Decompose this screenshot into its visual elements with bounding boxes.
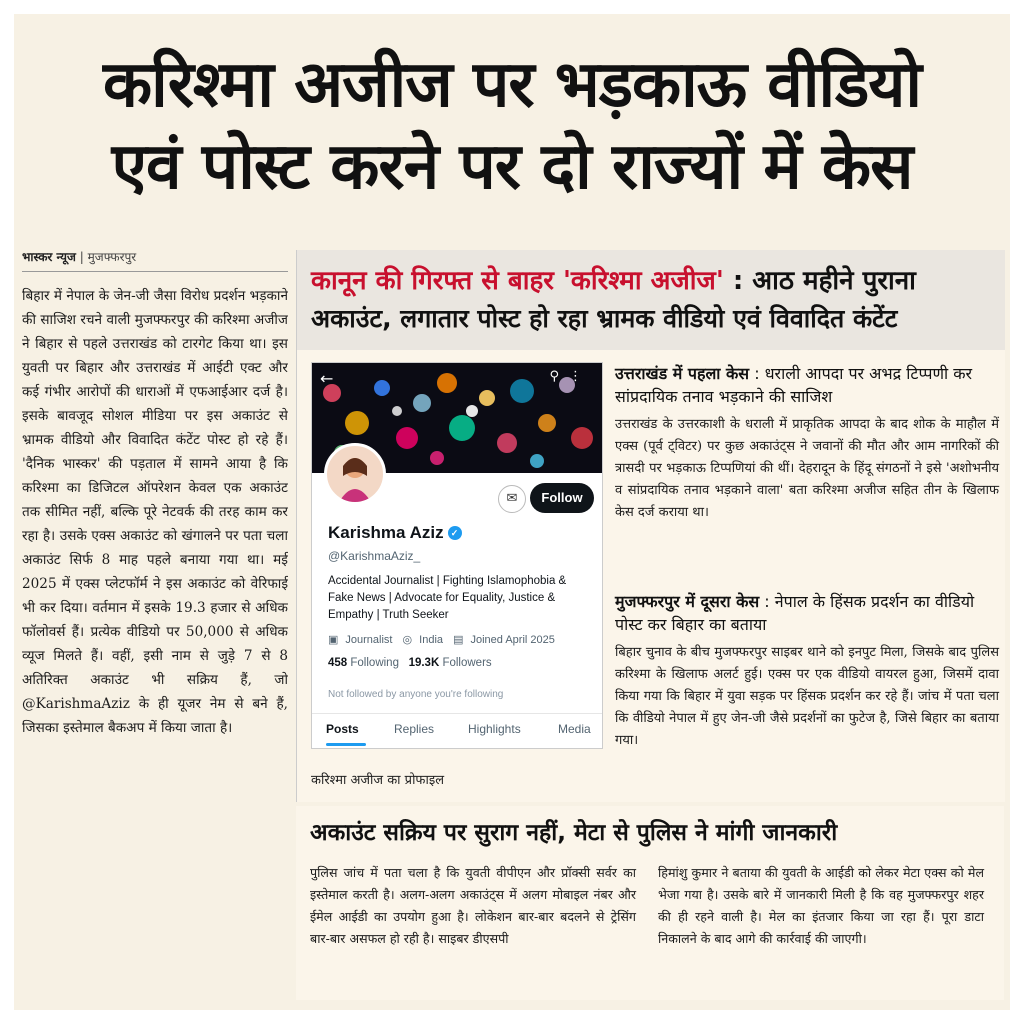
- verified-badge-icon: ✓: [448, 526, 462, 540]
- following-label[interactable]: Following: [350, 657, 399, 669]
- avatar-illustration: [327, 446, 383, 502]
- headline-line-1: करिश्मा अजीज पर भड़काऊ वीडियो: [103, 48, 921, 122]
- profile-name-text: Karishma Aziz: [328, 523, 444, 542]
- tab-posts[interactable]: Posts: [326, 722, 359, 736]
- bottom-story: [296, 806, 1004, 1000]
- location-icon: ◎: [402, 634, 413, 646]
- feature-box: [296, 250, 1005, 802]
- deck-line-2: अकाउंट, लगातार पोस्ट हो रहा भ्रामक वीडियो एवं विवादित कंटेंट: [311, 304, 898, 333]
- deck-line-1: [311, 264, 1001, 298]
- newspaper-page: [14, 14, 1010, 1010]
- section-1-body: उत्तराखंड के उत्तरकाशी के धराली में प्राकृतिक आपदा के बाद शोक के माहौल में एक्स (पूर्व ट्विटर) पर कुछ अकाउंट्स ने जवानों की मौत और आम नागरिकों की त्रासदी पर भड़काऊ टिप्पणियां की थीं। देहरादून के हिंदू संगठनों ने इसे 'अशोभनीय व सांप्रदायिक तनाव भड़काने वाला' बता करिश्मा अजीज सहित तीन के खिलाफ केस दर्ज कराया था।: [615, 417, 999, 520]
- deck-headline: [297, 250, 1005, 350]
- section-2-label: मुजफ्फरपुर में दूसरा केस: [615, 592, 760, 611]
- search-more-icons[interactable]: ⚲⋮: [549, 369, 592, 384]
- byline-source: भास्कर न्यूज: [22, 250, 76, 264]
- deck-line-1-rest: : आठ महीने पुराना: [732, 266, 916, 296]
- profile-screenshot: [311, 362, 603, 749]
- bottom-story-column-2: हिमांशु कुमार ने बताया की युवती के आईडी को लेकर मेटा एक्स को मेल भेजा गया है। उसके बारे में जानकारी मिली है कि वह मुजफ्फरपुर शहर की ही रहने वाली है। मेल का इंतजार किया जा रहा हैं। पूरा डाटा निकालने के बाद आगे की कार्रवाई की जाएगी।: [658, 865, 984, 946]
- section-2-heading: [615, 590, 1001, 636]
- headline-line-2: एवं पोस्ट करने पर दो राज्यों में केस: [111, 130, 913, 204]
- tab-media[interactable]: Media: [558, 722, 591, 736]
- section-1-title: : धराली आपदा पर अभद्र टिप्पणी कर सांप्रदायिक तनाव भड़काने की साजिश: [615, 364, 973, 406]
- profile-bio: Accidental Journalist | Fighting Islamophobia & Fake News | Advocate for Equality, Justice & Empathy | Truth Seeker: [328, 575, 567, 621]
- active-tab-indicator: [326, 743, 366, 746]
- profile-tabs: [312, 713, 602, 748]
- section-2-body: बिहार चुनाव के बीच मुजफ्फरपुर साइबर थाने को इनपुट मिला, जिसके बाद पुलिस करिश्मा के खिलाफ अलर्ट हुई। एक्स पर एक वीडियो वायरल हुआ, जिसमें दावा किया गया कि बिहार में युवा सड़क पर हिंसक प्रदर्शन कर रहे हैं। जांच में पता चला कि वीडियो नेपाल में हुए जेन-जी जैसे प्रदर्शनों का फुटेज है, जिसे बिहार का बताया गया।: [615, 645, 999, 748]
- profile-location: India: [419, 634, 444, 646]
- byline: [22, 248, 288, 272]
- bottom-story-column-1: पुलिस जांच में पता चला है कि युवती वीपीएन और प्रॉक्सी सर्वर का इस्तेमाल करती है। अलग-अलग अकाउंट्स में अलग मोबाइल नंबर और ईमेल आईडी का उपयोग हुआ है। लोकेशन बार-बार बदलने से ट्रेसिंग बार-बार असफल हो रही है। साइबर डीएसपी: [310, 865, 636, 946]
- tab-replies[interactable]: Replies: [394, 722, 435, 736]
- profile-joined: Joined April 2025: [470, 634, 555, 646]
- byline-place: मुजफ्फरपुर: [87, 250, 137, 264]
- not-followed-note: Not followed by anyone you're following: [328, 689, 504, 700]
- bottom-story-title: अकाउंट सक्रिय पर सुराग नहीं, मेटा से पुलिस ने मांगी जानकारी: [310, 820, 838, 846]
- avatar[interactable]: [324, 443, 386, 505]
- profile-category: Journalist: [345, 634, 393, 646]
- calendar-icon: ▤: [453, 634, 464, 646]
- section-1-label: उत्तराखंड में पहला केस: [615, 364, 750, 383]
- briefcase-icon: ▣: [328, 634, 339, 646]
- section-2-title: : नेपाल के हिंसक प्रदर्शन का वीडियो पोस्ट कर बिहार का बताया: [615, 592, 975, 634]
- back-arrow-icon[interactable]: ←: [320, 369, 334, 388]
- follow-button[interactable]: Follow: [530, 483, 594, 513]
- deck-red-text: कानून की गिरफ्त से बाहर 'करिश्मा अजीज': [311, 266, 724, 296]
- photo-caption: करिश्मा अजीज का प्रोफाइल: [311, 773, 445, 788]
- profile-name: [328, 523, 462, 543]
- profile-handle: @KarishmaAziz_: [328, 549, 421, 563]
- following-count[interactable]: 458: [328, 657, 348, 669]
- profile-meta: [328, 633, 596, 646]
- profile-counts: [328, 657, 492, 669]
- section-1-heading: [615, 362, 1001, 408]
- followers-count[interactable]: 19.3K: [408, 657, 440, 669]
- headline: [28, 44, 996, 208]
- followers-label[interactable]: Followers: [442, 657, 492, 669]
- lead-article-text: बिहार में नेपाल के जेन-जी जैसा विरोध प्रदर्शन भड़काने की साजिश रचने वाली मुजफ्फरपुर की करिश्मा अजीज ने बिहार से पहले उत्तराखंड को टारगेट किया था। इस युवती पर बिहार और उत्तराखंड में आईटी एक्ट और कई गंभीर आरोपों की धाराओं में एफआईआर दर्ज है। इसके बावजूद सोशल मीडिया पर इस अकाउंट से भ्रामक वीडियो और विवादित कंटेंट पोस्ट हो रहे हैं। 'दैनिक भास्कर' की पड़ताल में सामने आया है कि करिश्मा का डिजिटल ऑपरेशन केवल एक अकाउंट तक सीमित नहीं, बल्कि पूरे नेटवर्क की तरह काम कर रहा है। उसके एक्स अकाउंट को खंगालने पर पता चला अकाउंट सिर्फ 8 माह पहले बनाया गया था। मई 2025 में एक्स प्लेटफॉर्म ने इस अकाउंट को वेरिफाई भी कर दिया। वर्तमान में इसके 19.3 हजार से अधिक फॉलोवर्स हैं। प्रत्येक वीडियो पर 50,000 से अधिक व्यूज मिलते हैं। वहीं, इसी नाम से जुड़े 7 से 8 अतिरिक्त अकाउंट भी सक्रिय हैं, जो @KarishmaAziz के ही यूजर नेम से बने हैं, जिसका इस्तेमाल बैकअप में किया जाता है।: [22, 288, 288, 736]
- byline-divider: |: [79, 250, 88, 264]
- tab-highlights[interactable]: Highlights: [468, 722, 521, 736]
- message-icon[interactable]: ✉: [498, 485, 526, 513]
